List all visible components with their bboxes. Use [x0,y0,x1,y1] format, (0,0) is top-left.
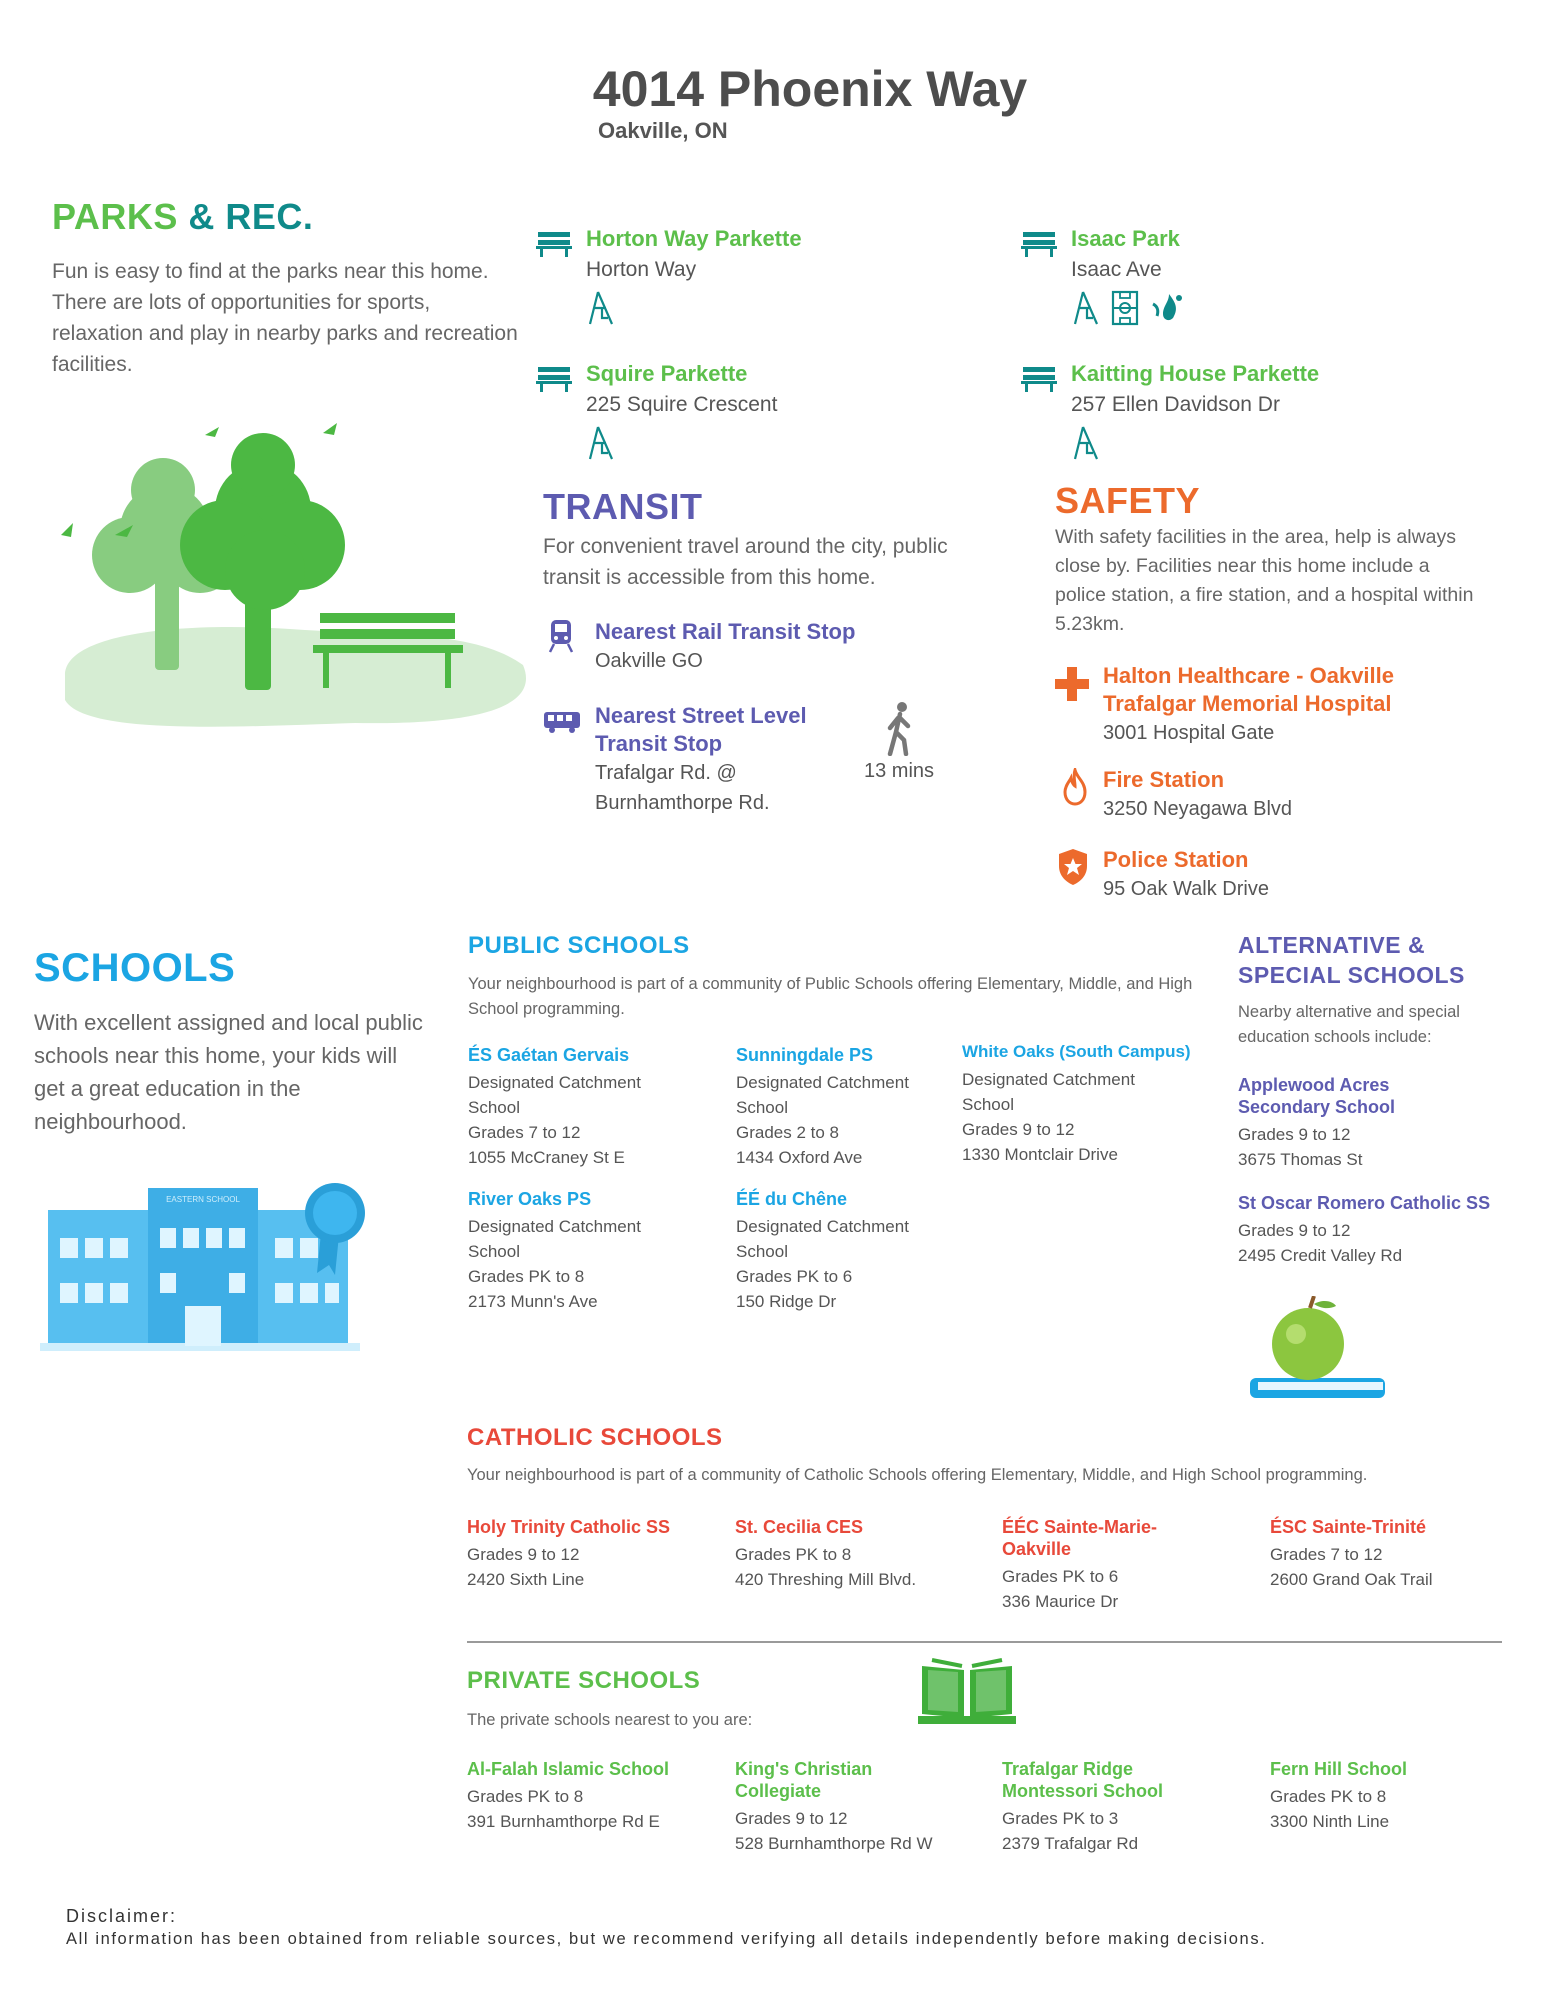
school-grades: Grades PK to 8 [735,1545,852,1564]
school-grades: Grades PK to 8 [468,1267,585,1286]
police-badge-icon [1057,848,1089,886]
street-stop-name-line2: Burnhamthorpe Rd. [595,792,770,814]
school-name-line2: Collegiate [735,1781,822,1801]
school-name: Sunningdale PS [736,1045,874,1065]
school-designation-2: School [468,1098,520,1117]
park-address: 257 Ellen Davidson Dr [1071,393,1280,416]
playground-icon [586,290,616,326]
police-station-address: 95 Oak Walk Drive [1103,878,1269,900]
open-book-icon [918,1656,1016,1726]
private-school-card [467,1758,717,1834]
fire-station-name: Fire Station [1103,767,1225,792]
bench-icon [1021,365,1057,393]
school-name-line1: Applewood Acres [1238,1075,1390,1095]
school-name: White Oaks (South Campus) [962,1042,1191,1061]
school-grades: Grades PK to 6 [736,1267,853,1286]
school-grades: Grades 9 to 12 [1238,1221,1351,1240]
alternative-title-line2: SPECIAL SCHOOLS [1238,962,1465,988]
private-schools-title: PRIVATE SCHOOLS [467,1667,701,1694]
school-name-line2: Secondary School [1238,1097,1396,1117]
disclaimer-label: Disclaimer: [66,1906,178,1926]
park-name: Isaac Park [1071,226,1180,251]
walking-icon [884,702,916,756]
school-address: 2495 Credit Valley Rd [1238,1246,1403,1265]
school-name: ÉS Gaétan Gervais [468,1045,630,1065]
school-designation: Designated Catchment [468,1073,641,1092]
school-name-line1: Fern Hill School [1270,1759,1408,1779]
park-address: Horton Way [586,258,697,281]
transit-description: For convenient travel around the city, public transit is accessible from this home. [543,535,948,589]
transit-title: TRANSIT [543,486,703,527]
school-designation: Designated Catchment [736,1073,909,1092]
school-name-line2: Oakville [1002,1539,1072,1559]
school-address: 391 Burnhamthorpe Rd E [467,1812,660,1831]
school-address: 336 Maurice Dr [1002,1592,1119,1611]
school-grades: Grades 9 to 12 [735,1809,848,1828]
fire-station-address: 3250 Neyagawa Blvd [1103,798,1293,820]
safety-description: With safety facilities in the area, help is always close by. Facilities near this home include a police station, a fire station, and a hospital within 5.23km. [1055,526,1474,635]
police-station-name: Police Station [1103,847,1249,872]
catholic-school-card [1270,1516,1520,1592]
public-schools-title: PUBLIC SCHOOLS [468,932,690,959]
bench-icon [536,365,572,393]
school-address: 2600 Grand Oak Trail [1270,1570,1433,1589]
school-address: 3675 Thomas St [1238,1150,1363,1169]
page-title: 4014 Phoenix Way [592,61,1028,117]
safety-title: SAFETY [1055,480,1201,521]
school-name-line1: Holy Trinity Catholic SS [467,1517,671,1537]
hospital-name-line2: Trafalgar Memorial Hospital [1103,691,1392,716]
playground-icon [1071,290,1101,326]
soccer-field-icon [1111,290,1139,326]
school-designation-2: School [962,1095,1014,1114]
school-address: 420 Threshing Mill Blvd. [735,1570,917,1589]
schools-description: With excellent assigned and local public schools near this home, your kids will get a great education in the neighbourhood. [34,1010,423,1134]
school-name: ÉÉ du Chêne [736,1189,848,1209]
school-building-illustration [40,1178,390,1353]
rail-stop-label: Nearest Rail Transit Stop [595,619,856,644]
school-name-line1: Al-Falah Islamic School [467,1759,670,1779]
school-name-line1: ÉÉC Sainte-Marie- [1002,1517,1158,1537]
public-school-card [468,1188,708,1314]
park-name: Kaitting House Parkette [1071,361,1320,386]
private-school-card [1270,1758,1520,1834]
school-address: 3300 Ninth Line [1270,1812,1390,1831]
school-name-line2: Montessori School [1002,1781,1164,1801]
park-name: Horton Way Parkette [586,226,802,251]
alternative-schools-description: Nearby alternative and special education schools include: [1238,1003,1460,1046]
parks-description: Fun is easy to find at the parks near this home. There are lots of opportunities for sports, relaxation and play in nearby parks and recreation facilities. [52,260,518,376]
bench-icon [536,230,572,258]
school-grades: Grades 7 to 12 [468,1123,581,1142]
school-name-line1: St. Cecilia CES [735,1517,864,1537]
school-designation: Designated Catchment [962,1070,1135,1089]
apple-on-book-illustration [1248,1296,1393,1406]
school-address: 528 Burnhamthorpe Rd W [735,1834,933,1853]
parks-title-part2: & REC. [188,196,314,237]
school-grades: Grades 9 to 12 [467,1545,580,1564]
school-address: 150 Ridge Dr [736,1292,837,1311]
playground-icon [586,425,616,461]
section-divider [467,1641,1502,1643]
street-stop-name-line1: Trafalgar Rd. @ [595,762,737,784]
school-address: 1330 Montclair Drive [962,1145,1118,1164]
alternative-title-line1: ALTERNATIVE & [1238,932,1426,958]
splash-pad-icon [1149,290,1185,326]
school-address: 1434 Oxford Ave [736,1148,863,1167]
school-grades: Grades 9 to 12 [1238,1125,1351,1144]
fire-icon [1063,768,1087,806]
parks-title [52,196,313,238]
school-designation: Designated Catchment [468,1217,641,1236]
school-grades: Grades 2 to 8 [736,1123,840,1142]
alternative-schools-title [1238,930,1465,990]
school-name: River Oaks PS [468,1189,592,1209]
park-address: 225 Squire Crescent [586,393,778,416]
disclaimer-text: All information has been obtained from reliable sources, but we recommend verifying all details independently before making decisions. [66,1930,1267,1948]
catholic-school-card [467,1516,717,1592]
school-grades: Grades PK to 3 [1002,1809,1119,1828]
private-school-card [735,1758,985,1856]
private-schools-description: The private schools nearest to you are: [467,1711,753,1729]
school-name-line1: ÉSC Sainte-Trinité [1270,1517,1427,1537]
hospital-cross-icon [1055,667,1089,701]
park-illustration [55,405,535,735]
school-designation-2: School [736,1098,788,1117]
school-address: 2379 Trafalgar Rd [1002,1834,1139,1853]
catholic-school-card [1002,1516,1252,1614]
street-stop-label-line2: Transit Stop [595,731,723,756]
park-name: Squire Parkette [586,361,748,386]
parks-title-part1: PARKS [52,196,178,237]
hospital-address: 3001 Hospital Gate [1103,722,1275,744]
rail-stop-name: Oakville GO [595,650,703,672]
school-grades: Grades PK to 8 [467,1787,584,1806]
park-address: Isaac Ave [1071,258,1162,281]
school-address: 1055 McCraney St E [468,1148,625,1167]
catholic-school-card [735,1516,985,1592]
bench-icon [1021,230,1057,258]
school-grades: Grades PK to 8 [1270,1787,1387,1806]
schools-title: SCHOOLS [34,946,236,990]
school-address: 2420 Sixth Line [467,1570,585,1589]
school-name-line1: St Oscar Romero Catholic SS [1238,1193,1491,1213]
public-school-card [736,1044,956,1170]
train-icon [548,618,574,654]
alternative-school-card [1238,1192,1518,1268]
school-designation-2: School [736,1242,788,1261]
catholic-schools-description: Your neighbourhood is part of a community of Catholic Schools offering Elementary, Middle, and High School programming. [467,1466,1368,1484]
page-subtitle: Oakville, ON [598,118,728,143]
school-sign: EASTERN SCHOOL [166,1195,240,1204]
catholic-schools-title: CATHOLIC SCHOOLS [467,1424,723,1451]
public-school-card [962,1041,1222,1167]
school-address: 2173 Munn's Ave [468,1292,598,1311]
public-school-card [736,1188,956,1314]
playground-icon [1071,425,1101,461]
private-school-card [1002,1758,1252,1856]
walk-time: 13 mins [864,760,935,782]
hospital-name-line1: Halton Healthcare - Oakville [1103,663,1394,688]
school-grades: Grades 9 to 12 [962,1120,1075,1139]
school-designation-2: School [468,1242,520,1261]
street-stop-label-line1: Nearest Street Level [595,703,807,728]
public-schools-description: Your neighbourhood is part of a community of Public Schools offering Elementary, Middle, and High School programming. [468,975,1193,1018]
school-designation: Designated Catchment [736,1217,909,1236]
public-school-card [468,1044,708,1170]
bus-icon [543,710,581,734]
school-name-line1: King's Christian [735,1759,873,1779]
school-grades: Grades 7 to 12 [1270,1545,1383,1564]
alternative-school-card [1238,1074,1508,1172]
school-grades: Grades PK to 6 [1002,1567,1119,1586]
school-name-line1: Trafalgar Ridge [1002,1759,1134,1779]
